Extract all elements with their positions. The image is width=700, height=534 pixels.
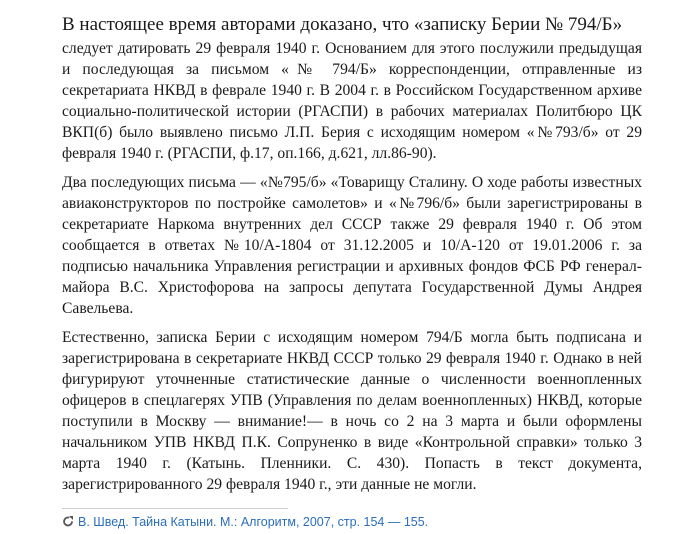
article-body bbox=[62, 12, 642, 495]
paragraph-1-lead: В настоящее время авторами доказано, что «записку Берии № 794/Б» bbox=[62, 14, 623, 35]
source-divider bbox=[62, 508, 288, 509]
paragraph-2-text: Два последующих письма — «№795/б» «Товарищу Сталину. О ходе работы известных авиаконструкторов по постройке самолетов» и «№796/б» были зарегистрированы в секретариате Наркома внутренних дел СССР также 29 февраля 1940 г. Об этом сообщается в ответах №10/А-1804 от 31.12.2005 и 10/А-120 от 19.01.2006 г. за подписью начальника Управления регистрации и архивных фондов ФСБ РФ генерал-майора В.С. Христофорова на запросы депутата Государственной Думы Андрея Савельева. bbox=[62, 174, 642, 317]
source-citation[interactable] bbox=[62, 514, 428, 530]
paragraph-3-text: Естественно, записка Берии с исходящим номером 794/Б могла быть подписана и зарегистрирована в секретариате НКВД СССР только 29 февраля 1940 г. Однако в ней фигурируют уточненные статистические данные о численности военнопленных офицеров в спецлагерях УПВ (Управления по делам военнопленных) НКВД, которые поступили в Москву — внимание!— в ночь со 2 на 3 марта и были оформлены начальником УПВ НКВД П.К. Сопруненко в виде «Контрольной справки» только 3 марта 1940 г. (Катынь. Пленники. С. 430). Попасть в текст документа, зарегистрированного 29 февраля 1940 г., эти данные не могли. bbox=[62, 329, 642, 493]
paragraph-2 bbox=[62, 172, 642, 319]
paragraph-1-text: следует датировать 29 февраля 1940 г. Основанием для этого послужили предыдущая и последующая за письмом «№ 794/Б» корреспонденции, отправленные из секретариата НКВД в феврале 1940 г. В 2004 г. в Российском Государственном архиве социально-политической истории (РГАСПИ) в рабочих материалах Политбюро ЦК ВКП(б) было выявлено письмо Л.П. Берия с исходящим номером «№793/б» от 29 февраля 1940 г. (РГАСПИ, ф.17, оп.166, д.621, лл.86-90). bbox=[62, 40, 642, 162]
source-link[interactable]: В. Швед. Тайна Катыни. М.: Алгоритм, 2007, стр. 154 — 155. bbox=[78, 515, 429, 529]
external-link-icon bbox=[62, 515, 74, 527]
paragraph-1 bbox=[62, 12, 642, 164]
paragraph-3 bbox=[62, 327, 642, 495]
